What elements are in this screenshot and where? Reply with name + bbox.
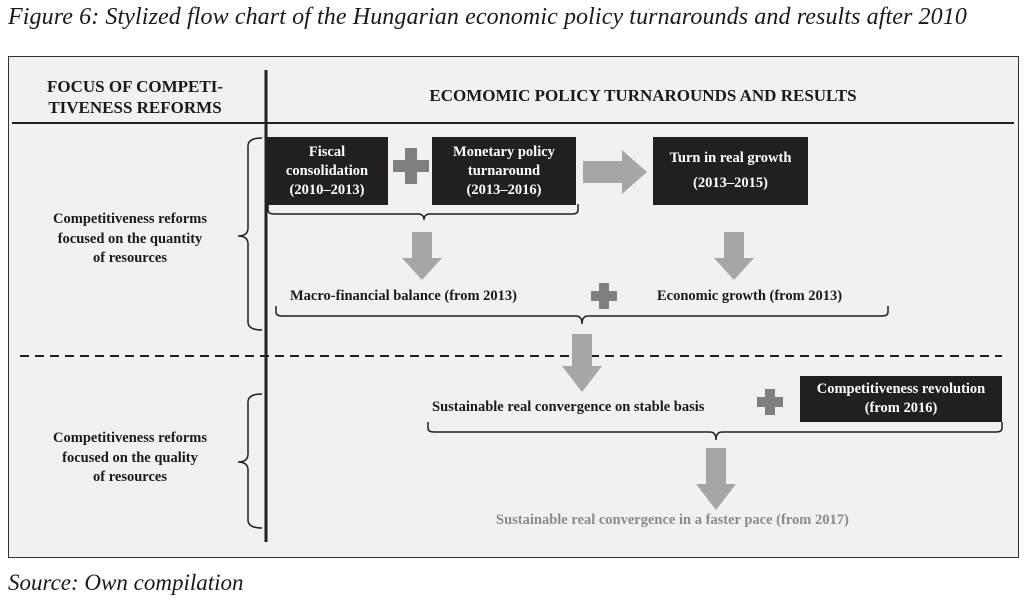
result-faster-convergence: Sustainable real convergence in a faster pace (from 2017) — [496, 512, 849, 528]
monetary-line-3: (2013–2016) — [466, 181, 542, 198]
arrow-down-icon — [402, 232, 442, 280]
bracket-convergence — [428, 422, 1002, 440]
growth-line-2: (2013–2015) — [693, 175, 768, 191]
fiscal-line-2: consolidation — [285, 162, 369, 179]
side-quantity-line-1: Competitiveness reforms — [53, 211, 207, 227]
plus-icon — [591, 283, 617, 309]
plus-icon — [757, 389, 783, 415]
result-macro-financial: Macro-financial balance (from 2013) — [290, 288, 517, 304]
competitiveness-line-1: Competitiveness revolution — [816, 381, 986, 397]
fiscal-line-3: (2010–2013) — [289, 181, 365, 198]
source-note: Source: Own compilation — [8, 570, 244, 595]
competitiveness-line-2: (from 2016) — [864, 400, 938, 416]
growth-line-1: Turn in real growth — [669, 150, 792, 166]
left-header-line-2: TIVENESS REFORMS — [48, 98, 222, 117]
fiscal-line-1: Fiscal — [308, 143, 346, 160]
side-quality-line-2: focused on the quality — [62, 449, 198, 466]
arrow-right-icon — [583, 150, 647, 194]
monetary-line-1: Monetary policy — [453, 143, 555, 160]
bracket-fiscal-monetary — [268, 204, 578, 220]
side-quantity-line-2: focused on the quantity — [57, 230, 203, 247]
result-sustainable-convergence: Sustainable real convergence on stable basis — [432, 399, 705, 415]
left-header-line-1: FOCUS OF COMPETI- — [47, 77, 223, 96]
figure-caption: Figure 6: Stylized flow chart of the Hungarian economic policy turnarounds and results after 2010 — [8, 4, 967, 30]
plus-icon — [393, 148, 429, 184]
side-quality-line-1: Competitiveness reforms — [53, 430, 207, 446]
arrow-down-icon — [562, 334, 602, 392]
result-economic-growth: Economic growth (from 2013) — [657, 288, 843, 304]
bracket-results — [276, 306, 888, 324]
right-column-header: ECOMOMIC POLICY TURNAROUNDS AND RESULTS — [429, 86, 857, 105]
side-quantity-line-3: of resources — [93, 250, 167, 266]
arrow-down-icon — [714, 232, 754, 280]
side-quality-line-3: of resources — [93, 469, 167, 485]
bracket-quality — [238, 394, 262, 528]
monetary-line-2: turnaround — [467, 162, 541, 179]
arrow-down-icon — [696, 448, 736, 510]
bracket-quantity — [238, 138, 262, 330]
